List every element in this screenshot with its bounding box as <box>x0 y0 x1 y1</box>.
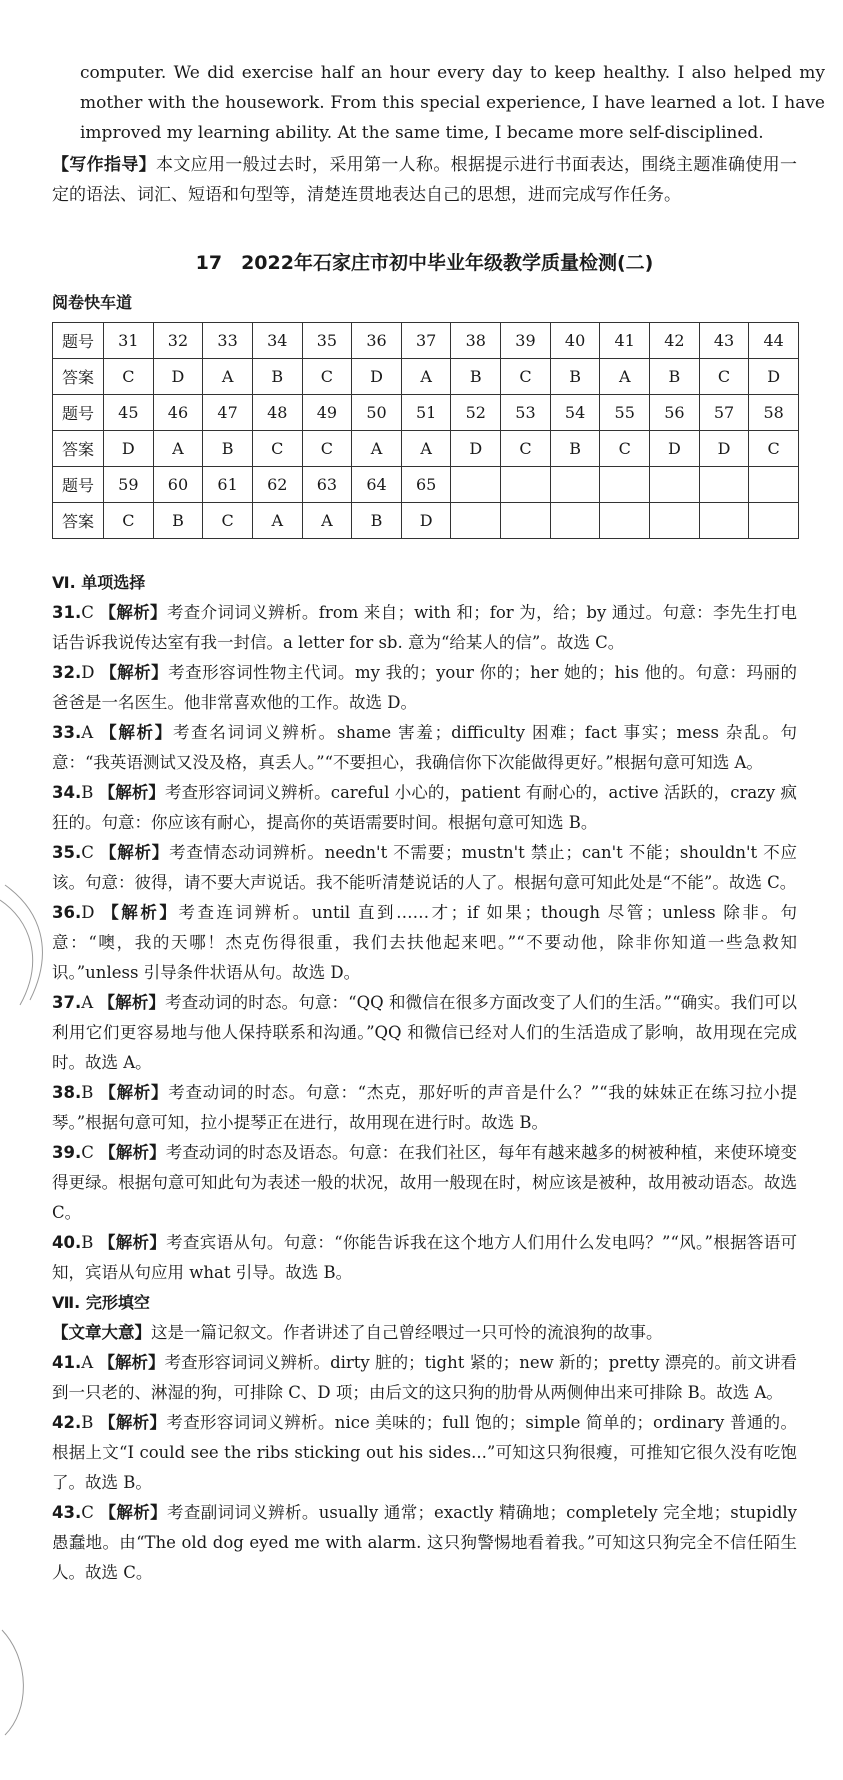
question-number-cell <box>600 467 650 503</box>
item-answer: D <box>81 663 95 682</box>
question-number-row <box>53 323 799 359</box>
question-number-row <box>53 467 799 503</box>
page-curl-decoration <box>0 880 60 1010</box>
question-number-cell: 39 <box>501 323 551 359</box>
explanation-item <box>52 1078 797 1138</box>
item-answer: A <box>81 1353 94 1372</box>
explanation-item <box>52 988 797 1078</box>
question-number-cell: 46 <box>153 395 203 431</box>
question-number-cell: 54 <box>550 395 600 431</box>
item-number: 33. <box>52 723 82 742</box>
answer-cell: C <box>104 503 154 539</box>
item-tag: 【解析】 <box>99 603 167 622</box>
explanation-item <box>52 718 797 778</box>
question-number-cell: 62 <box>252 467 302 503</box>
answer-cell: B <box>252 359 302 395</box>
answer-cell: B <box>550 359 600 395</box>
question-number-cell <box>550 467 600 503</box>
item-number: 39. <box>52 1143 82 1162</box>
item-tag: 【解析】 <box>98 993 166 1012</box>
question-number-cell <box>501 467 551 503</box>
answer-cell <box>501 503 551 539</box>
item-tag: 【解析】 <box>98 1353 165 1372</box>
item-answer: C <box>81 603 94 622</box>
item-text: 考查名词词义辨析。shame 害羞；difficulty 困难；fact 事实；mess 杂乱。句意：“我英语测试又没及格，真丢人。”“不要担心，我确信你下次能做得更好。”根据句意可知选 A。 <box>52 723 798 772</box>
question-number-cell: 63 <box>302 467 352 503</box>
question-number-cell: 40 <box>550 323 600 359</box>
item-number: 38. <box>52 1083 82 1102</box>
answer-cell: D <box>352 359 402 395</box>
answer-cell: C <box>302 359 352 395</box>
item-answer: B <box>81 783 94 802</box>
item-answer: A <box>81 723 94 742</box>
writing-guide-tag: 【写作指导】 <box>52 155 156 175</box>
item-text: 考查动词的时态。句意：“杰克，那好听的声音是什么？”“我的妹妹正在练习拉小提琴。”根据句意可知，拉小提琴正在进行，故用现在进行时。故选 B。 <box>52 1083 797 1132</box>
item-answer: C <box>81 843 94 862</box>
page-title: 17 2022年石家庄市初中毕业年级教学质量检测(二) <box>195 252 654 274</box>
answer-cell <box>650 503 700 539</box>
answer-cell <box>749 503 799 539</box>
question-number-cell: 34 <box>252 323 302 359</box>
answer-cell: B <box>451 359 501 395</box>
question-number-cell: 48 <box>252 395 302 431</box>
question-number-cell: 49 <box>302 395 352 431</box>
answer-cell: A <box>352 431 402 467</box>
row-label-answer: 答案 <box>53 431 104 467</box>
explanations <box>52 568 797 1588</box>
answer-cell: D <box>153 359 203 395</box>
question-number-cell: 43 <box>699 323 749 359</box>
item-number: 40. <box>52 1233 82 1252</box>
answer-cell <box>600 503 650 539</box>
question-number-cell: 36 <box>352 323 402 359</box>
explanation-item <box>52 1348 797 1408</box>
explanation-item <box>52 1498 797 1588</box>
question-number-cell <box>451 467 501 503</box>
page-curl-decoration-2 <box>0 1620 40 1740</box>
question-number-cell: 31 <box>104 323 154 359</box>
answer-cell: C <box>749 431 799 467</box>
item-text: 考查动词的时态及语态。句意：在我们社区，每年有越来越多的树被种植，来使环境变得更绿。根据句意可知此句为表述一般的状况，故用一般现在时，树应该是被种，故用被动语态。故选 C。 <box>52 1143 798 1222</box>
item-tag: 【解析】 <box>98 783 165 802</box>
question-number-cell: 33 <box>203 323 253 359</box>
answer-cell: C <box>302 431 352 467</box>
item-text: 考查形容词词义辨析。nice 美味的；full 饱的；simple 简单的；ordinary 普通的。根据上文“I could see the ribs sticking out his sides...”可知这只狗很瘦，可推知它很久没有吃饱了。故选 B。 <box>52 1413 797 1492</box>
answer-cell <box>550 503 600 539</box>
explanation-item <box>52 1228 797 1288</box>
question-number-cell: 37 <box>401 323 451 359</box>
question-number-cell: 65 <box>401 467 451 503</box>
item-text: 考查介词词义辨析。from 来自；with 和；for 为，给；by 通过。句意：李先生打电话告诉我说传达室有我一封信。a letter for sb. 意为“给某人的信”。故选 C。 <box>52 603 798 652</box>
question-number-cell: 50 <box>352 395 402 431</box>
question-number-cell: 38 <box>451 323 501 359</box>
section-heading-7: Ⅶ. 完形填空 <box>52 1293 150 1312</box>
row-label-question: 题号 <box>53 467 104 503</box>
answer-cell: C <box>104 359 154 395</box>
question-number-cell: 60 <box>153 467 203 503</box>
item-number: 41. <box>52 1353 82 1372</box>
answer-cell: D <box>104 431 154 467</box>
question-number-cell: 59 <box>104 467 154 503</box>
row-label-answer: 答案 <box>53 359 104 395</box>
item-answer: B <box>81 1413 94 1432</box>
item-number: 35. <box>52 843 82 862</box>
item-answer: A <box>81 993 94 1012</box>
question-number-cell: 64 <box>352 467 402 503</box>
item-text: 考查形容词词义辨析。careful 小心的，patient 有耐心的，active 活跃的，crazy 疯狂的。句意：你应该有耐心，提高你的英语需要时间。根据句意可知选 B。 <box>52 783 798 832</box>
item-answer: C <box>81 1503 94 1522</box>
answer-table <box>52 322 799 539</box>
item-tag: 【解析】 <box>98 1413 167 1432</box>
writing-guide <box>52 150 797 210</box>
item-tag: 【解析】 <box>99 1503 167 1522</box>
answer-cell: C <box>203 503 253 539</box>
answer-row <box>53 431 799 467</box>
question-number-cell: 57 <box>699 395 749 431</box>
item-text: 考查动词的时态。句意：“QQ 和微信在很多方面改变了人们的生活。”“确实。我们可以利用它们更容易地与他人保持联系和沟通。”QQ 和微信已经对人们的生活造成了影响，故用现在完成时。故选 A。 <box>52 993 797 1072</box>
question-number-cell: 42 <box>650 323 700 359</box>
question-number-cell: 61 <box>203 467 253 503</box>
answer-cell: D <box>401 503 451 539</box>
answer-cell: D <box>451 431 501 467</box>
essay-tail-text: computer. We did exercise half an hour every day to keep healthy. I also helped my mother with the housework. From this special experience, I have learned a lot. I have improved my learning ability. At the same time, I became more self-disciplined. <box>80 63 825 143</box>
question-number-cell: 44 <box>749 323 799 359</box>
item-text: 考查形容词词义辨析。dirty 脏的；tight 紧的；new 新的；pretty 漂亮的。前文讲看到一只老的、淋湿的狗，可排除 C、D 项；由后文的这只狗的肋骨从两侧伸出来可排除 B。故选 A。 <box>52 1353 798 1402</box>
question-number-cell: 32 <box>153 323 203 359</box>
item-number: 42. <box>52 1413 82 1432</box>
question-number-cell: 35 <box>302 323 352 359</box>
answer-cell: D <box>749 359 799 395</box>
question-number-cell <box>749 467 799 503</box>
question-number-cell: 56 <box>650 395 700 431</box>
main-idea-text: 这是一篇记叙文。作者讲述了自己曾经喂过一只可怜的流浪狗的故事。 <box>151 1323 663 1342</box>
item-answer: B <box>81 1233 94 1252</box>
item-text: 考查副词词义辨析。usually 通常；exactly 精确地；completely 完全地；stupidly 愚蠢地。由“The old dog eyed me with alarm. 这只狗警惕地看着我。”可知这只狗完全不信任陌生人。故选 C。 <box>52 1503 798 1582</box>
answer-cell: C <box>600 431 650 467</box>
row-label-question: 题号 <box>53 323 104 359</box>
main-idea <box>52 1318 797 1348</box>
item-number: 31. <box>52 603 82 622</box>
item-text: 考查形容词性物主代词。my 我的；your 你的；her 她的；his 他的。句意：玛丽的爸爸是一名医生。他非常喜欢他的工作。故选 D。 <box>52 663 798 712</box>
item-number: 43. <box>52 1503 82 1522</box>
answer-cell: C <box>501 359 551 395</box>
answer-cell: C <box>699 359 749 395</box>
question-number-cell <box>699 467 749 503</box>
row-label-question: 题号 <box>53 395 104 431</box>
answer-cell: A <box>203 359 253 395</box>
explanation-item <box>52 838 797 898</box>
question-number-row <box>53 395 799 431</box>
answer-cell: B <box>203 431 253 467</box>
section-heading-6: Ⅵ. 单项选择 <box>52 573 146 592</box>
item-answer: D <box>81 903 95 922</box>
explanation-item <box>52 778 797 838</box>
explanation-item <box>52 658 797 718</box>
answer-cell: A <box>600 359 650 395</box>
answer-cell: A <box>401 359 451 395</box>
row-label-answer: 答案 <box>53 503 104 539</box>
answer-cell: A <box>252 503 302 539</box>
answer-cell: B <box>650 359 700 395</box>
item-tag: 【解析】 <box>98 1233 167 1252</box>
question-number-cell: 51 <box>401 395 451 431</box>
writing-guide-text: 本文应用一般过去时，采用第一人称。根据提示进行书面表达，围绕主题准确使用一定的语法、词汇、短语和句型等，清楚连贯地表达自己的思想，进而完成写作任务。 <box>52 155 797 205</box>
question-number-cell: 47 <box>203 395 253 431</box>
item-text: 考查连词辨析。until 直到……才；if 如果；though 尽管；unless 除非。句意：“噢，我的天哪！杰克伤得很重，我们去扶他起来吧。”“不要动他，除非你知道一些急救知识。”unless 引导条件状语从句。故选 D。 <box>52 903 797 982</box>
item-tag: 【解析】 <box>99 1143 166 1162</box>
item-tag: 【解析】 <box>100 723 173 742</box>
item-number: 32. <box>52 663 82 682</box>
answer-cell: C <box>501 431 551 467</box>
question-number-cell: 53 <box>501 395 551 431</box>
question-number-cell: 55 <box>600 395 650 431</box>
question-number-cell: 58 <box>749 395 799 431</box>
question-number-cell <box>650 467 700 503</box>
item-text: 考查情态动词辨析。needn't 不需要；mustn't 禁止；can't 不能；shouldn't 不应该。句意：彼得，请不要大声说话。我不能听清楚说话的人了。根据句意可知此处是“不能”。故选 C。 <box>52 843 797 892</box>
answer-cell: A <box>302 503 352 539</box>
item-tag: 【解析】 <box>100 663 169 682</box>
question-number-cell: 41 <box>600 323 650 359</box>
answer-cell <box>699 503 749 539</box>
item-number: 37. <box>52 993 82 1012</box>
answer-cell: A <box>401 431 451 467</box>
explanation-item <box>52 1408 797 1498</box>
answer-cell: B <box>352 503 402 539</box>
explanation-item <box>52 598 797 658</box>
quick-lane-heading: 阅卷快车道 <box>52 293 133 312</box>
question-number-cell: 45 <box>104 395 154 431</box>
item-answer: B <box>81 1083 94 1102</box>
answer-cell: D <box>650 431 700 467</box>
explanation-item <box>52 1138 797 1228</box>
answer-cell: D <box>699 431 749 467</box>
item-tag: 【解析】 <box>99 1083 169 1102</box>
answer-cell: A <box>153 431 203 467</box>
item-text: 考查宾语从句。句意：“你能告诉我在这个地方人们用什么发电吗？”“风。”根据答语可知，宾语从句应用 what 引导。故选 B。 <box>52 1233 797 1282</box>
question-number-cell: 52 <box>451 395 501 431</box>
item-number: 34. <box>52 783 82 802</box>
answer-row <box>53 503 799 539</box>
answer-cell: B <box>153 503 203 539</box>
answer-row <box>53 359 799 395</box>
item-number: 36. <box>52 903 82 922</box>
answer-cell <box>451 503 501 539</box>
explanation-item <box>52 898 797 988</box>
item-tag: 【解析】 <box>102 903 179 922</box>
answer-cell: C <box>252 431 302 467</box>
main-idea-tag: 【文章大意】 <box>52 1323 151 1342</box>
item-answer: C <box>81 1143 94 1162</box>
item-tag: 【解析】 <box>99 843 170 862</box>
essay-tail <box>52 58 825 148</box>
answer-cell: B <box>550 431 600 467</box>
